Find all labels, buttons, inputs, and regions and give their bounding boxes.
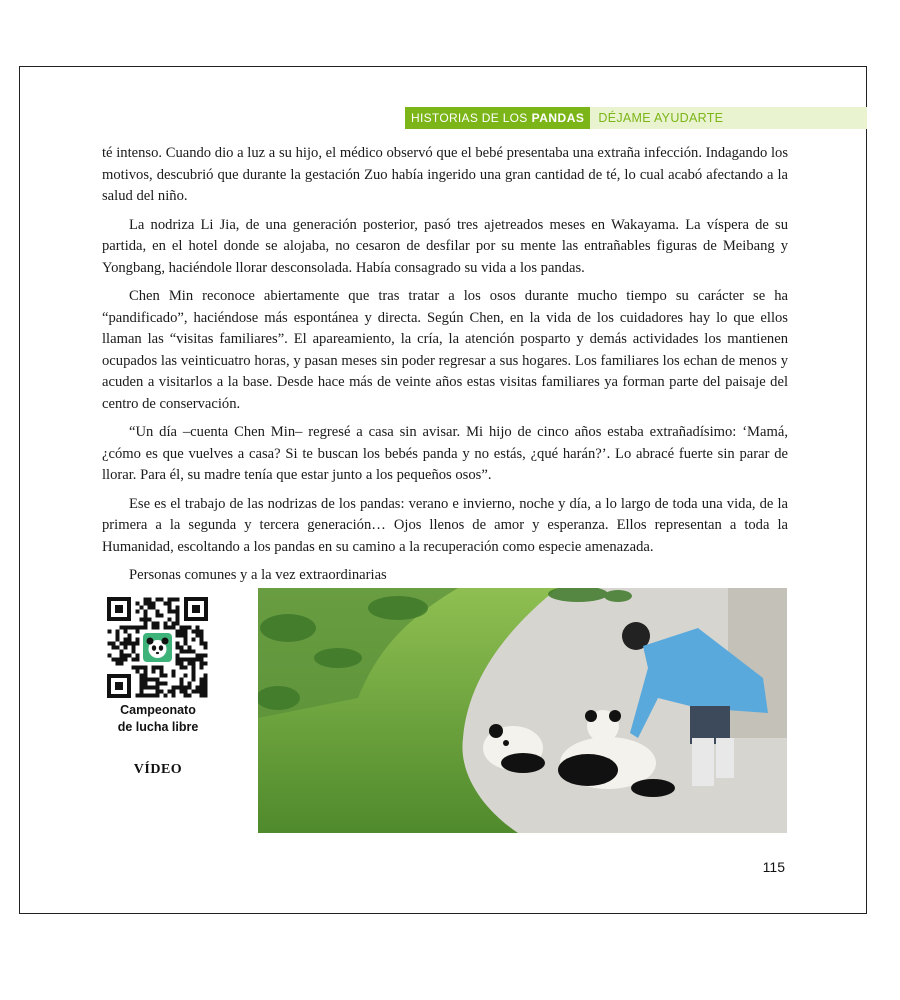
- qr-module: [144, 602, 148, 606]
- qr-module: [200, 638, 204, 642]
- qr-module: [136, 642, 140, 646]
- qr-module: [200, 654, 204, 658]
- qr-module: [124, 630, 128, 634]
- qr-module: [172, 686, 176, 690]
- qr-module: [152, 686, 156, 690]
- qr-module: [192, 638, 196, 642]
- qr-module: [120, 642, 124, 646]
- qr-module: [192, 666, 196, 670]
- qr-module: [176, 642, 180, 646]
- qr-module: [176, 618, 180, 622]
- paragraph: La nodriza Li Jia, de una generación posterior, pasó tres ajetreados meses en Wakayama. La víspera de su partida, en el hotel donde se alojaba, no cesaron de desfilar por su mente las entrañables figuras de Meibang y Yongbang, haciéndole llorar desconsolada. Había consagrado su vida a los pandas.: [102, 216, 788, 276]
- qr-module: [136, 630, 140, 634]
- qr-module: [120, 662, 124, 666]
- qr-module: [124, 638, 128, 642]
- qr-module: [156, 682, 160, 686]
- qr-module: [172, 598, 176, 602]
- qr-module: [176, 634, 180, 638]
- qr-module: [204, 694, 208, 698]
- qr-module: [156, 694, 160, 698]
- qr-module: [128, 634, 132, 638]
- paragraph: “Un día –cuenta Chen Min– regresé a casa sin avisar. Mi hijo de cinco años estaba extrañadísimo: ‘Mamá, ¿cómo es que vuelves a casa? Si te buscan los bebés panda y no estás, ¿qué harán?’. Lo abracé fuerte sin parar de llorar. Para él, su madre tenía que estar junto a los pequeños osos”.: [102, 424, 788, 483]
- qr-module: [132, 642, 136, 646]
- qr-module: [188, 682, 192, 686]
- qr-module: [172, 626, 176, 630]
- qr-module: [180, 634, 184, 638]
- qr-module: [184, 686, 188, 690]
- qr-module: [180, 678, 184, 682]
- qr-module: [136, 694, 140, 698]
- qr-module: [192, 662, 196, 666]
- qr-module: [156, 622, 160, 626]
- qr-module: [168, 598, 172, 602]
- qr-module: [180, 690, 184, 694]
- qr-module: [188, 626, 192, 630]
- qr-module: [144, 614, 148, 618]
- qr-module: [160, 682, 164, 686]
- qr-module: [176, 606, 180, 610]
- qr-module: [152, 606, 156, 610]
- qr-module: [168, 606, 172, 610]
- qr-module: [164, 622, 168, 626]
- qr-module: [156, 690, 160, 694]
- qr-module: [168, 626, 172, 630]
- qr-module: [188, 650, 192, 654]
- qr-module: [148, 618, 152, 622]
- qr-module: [196, 658, 200, 662]
- qr-module: [136, 602, 140, 606]
- qr-module: [116, 630, 120, 634]
- qr-module: [152, 670, 156, 674]
- panda-icon: [142, 632, 173, 663]
- qr-module: [112, 642, 116, 646]
- qr-module: [200, 678, 204, 682]
- qr-module: [160, 674, 164, 678]
- qr-module: [184, 630, 188, 634]
- qr-module: [124, 646, 128, 650]
- paragraph: Ese es el trabajo de las nodrizas de los pandas: verano e invierno, noche y día, a lo largo de toda una vida, de la primera a la segunda y tercera generación… Ojos llenos de amor y esperanza. Ellos representan a toda la Humanidad, escoltando a los pandas en su camino a la recuperación como especie amenazada.: [102, 495, 788, 555]
- qr-module: [180, 650, 184, 654]
- qr-module: [176, 658, 180, 662]
- qr-module: [196, 654, 200, 658]
- qr-module: [196, 690, 200, 694]
- qr-module: [140, 678, 144, 682]
- qr-module: [200, 682, 204, 686]
- qr-module: [144, 674, 148, 678]
- qr-module: [168, 618, 172, 622]
- body-text: [102, 143, 788, 594]
- qr-module: [136, 666, 140, 670]
- qr-module: [108, 630, 112, 634]
- qr-module: [128, 654, 132, 658]
- qr-module: [136, 670, 140, 674]
- qr-module: [192, 630, 196, 634]
- qr-module: [172, 610, 176, 614]
- qr-module: [196, 630, 200, 634]
- qr-module: [188, 646, 192, 650]
- qr-module: [160, 614, 164, 618]
- qr-module: [140, 618, 144, 622]
- qr-module: [116, 662, 120, 666]
- qr-module: [180, 626, 184, 630]
- qr-module: [116, 658, 120, 662]
- qr-module: [148, 598, 152, 602]
- qr-module: [192, 690, 196, 694]
- page-number: 115: [762, 859, 785, 875]
- qr-module: [144, 682, 148, 686]
- qr-module: [180, 662, 184, 666]
- qr-module: [112, 646, 116, 650]
- qr-module: [148, 606, 152, 610]
- qr-module: [176, 614, 180, 618]
- qr-module: [168, 602, 172, 606]
- qr-module: [140, 686, 144, 690]
- qr-module: [176, 654, 180, 658]
- qr-module: [192, 650, 196, 654]
- qr-module: [152, 694, 156, 698]
- qr-code[interactable]: [107, 597, 208, 698]
- qr-module: [200, 694, 204, 698]
- qr-module: [124, 642, 128, 646]
- running-header: [405, 107, 867, 129]
- qr-module: [140, 606, 144, 610]
- qr-module: [152, 602, 156, 606]
- qr-module: [144, 626, 148, 630]
- paragraph: Personas comunes y a la vez extraordinarias: [129, 567, 387, 583]
- qr-module: [152, 666, 156, 670]
- video-label: VÍDEO: [133, 762, 183, 777]
- qr-module: [144, 678, 148, 682]
- qr-module: [200, 642, 204, 646]
- qr-module: [184, 650, 188, 654]
- qr-module: [176, 630, 180, 634]
- qr-module: [172, 674, 176, 678]
- qr-module: [132, 666, 136, 670]
- qr-module: [152, 678, 156, 682]
- qr-module: [172, 694, 176, 698]
- qr-module: [176, 686, 180, 690]
- qr-module: [192, 670, 196, 674]
- qr-module: [204, 662, 208, 666]
- qr-module: [124, 658, 128, 662]
- qr-module: [144, 610, 148, 614]
- qr-module: [140, 666, 144, 670]
- qr-module: [128, 626, 132, 630]
- qr-module: [180, 686, 184, 690]
- qr-module: [200, 662, 204, 666]
- qr-module: [204, 642, 208, 646]
- qr-module: [204, 682, 208, 686]
- qr-module: [136, 626, 140, 630]
- qr-module: [188, 662, 192, 666]
- series-title: [405, 107, 590, 129]
- qr-module: [116, 646, 120, 650]
- qr-module: [176, 662, 180, 666]
- qr-module: [200, 630, 204, 634]
- paragraph: Chen Min reconoce abiertamente que tras tratar a los osos durante mucho tiempo su carácter se ha “pandificado”, haciéndose más espontánea y directa. Según Chen, en la vida de los cuidadores hay lo que ellos llaman las “visitas familiares”. El apareamiento, la cría, la atención posparto y demás actividades los mantienen ocupados las veinticuatro horas, y pasan meses sin poder regresar a sus hogares. Los familiares los echan de menos y acuden a visitarlos a la base. Desde hace más de veinte años estas visitas familiares ya forman parte del paisaje del centro de conservación.: [102, 288, 788, 412]
- qr-module: [120, 654, 124, 658]
- qr-module: [156, 598, 160, 602]
- qr-module: [180, 658, 184, 662]
- qr-module: [120, 626, 124, 630]
- qr-module: [144, 622, 148, 626]
- qr-module: [196, 634, 200, 638]
- qr-module: [116, 634, 120, 638]
- qr-module: [148, 694, 152, 698]
- qr-module: [140, 694, 144, 698]
- qr-module: [136, 610, 140, 614]
- qr-module: [188, 658, 192, 662]
- qr-module: [156, 686, 160, 690]
- qr-module: [136, 638, 140, 642]
- qr-module: [140, 690, 144, 694]
- qr-module: [136, 654, 140, 658]
- qr-module: [184, 674, 188, 678]
- qr-module: [172, 670, 176, 674]
- qr-module: [144, 666, 148, 670]
- qr-module: [164, 674, 168, 678]
- qr-module: [180, 682, 184, 686]
- qr-module: [124, 654, 128, 658]
- qr-module: [132, 626, 136, 630]
- qr-module: [176, 598, 180, 602]
- qr-module: [156, 678, 160, 682]
- qr-module: [184, 694, 188, 698]
- panda-keeper-photo: [258, 588, 787, 833]
- qr-module: [204, 678, 208, 682]
- qr-module: [108, 642, 112, 646]
- qr-module: [200, 658, 204, 662]
- qr-module: [176, 646, 180, 650]
- qr-module: [184, 634, 188, 638]
- qr-caption-line: Campeonato: [120, 703, 196, 717]
- qr-module: [172, 690, 176, 694]
- qr-module: [156, 610, 160, 614]
- qr-caption: [90, 702, 226, 736]
- qr-module: [204, 686, 208, 690]
- series-prefix: HISTORIAS DE LOS: [411, 111, 528, 125]
- paragraph: té intenso. Cuando dio a luz a su hijo, el médico observó que el bebé presentaba una extraña infección. Indagando los motivos, descubrió que durante la gestación Zuo había ingerido una gran cantidad de té, lo cual acabó afectando a la salud del niño.: [102, 145, 788, 204]
- qr-module: [152, 622, 156, 626]
- qr-module: [112, 658, 116, 662]
- qr-module: [148, 602, 152, 606]
- qr-module: [168, 610, 172, 614]
- qr-module: [180, 666, 184, 670]
- qr-module: [164, 602, 168, 606]
- qr-caption-line: de lucha libre: [117, 720, 199, 734]
- qr-module: [132, 658, 136, 662]
- qr-module: [144, 694, 148, 698]
- qr-module: [156, 666, 160, 670]
- qr-module: [200, 686, 204, 690]
- series-emphasis: PANDAS: [531, 111, 585, 125]
- qr-module: [140, 682, 144, 686]
- qr-module: [120, 658, 124, 662]
- qr-module: [132, 650, 136, 654]
- qr-module: [184, 642, 188, 646]
- qr-module: [128, 642, 132, 646]
- qr-module: [116, 638, 120, 642]
- qr-module: [200, 634, 204, 638]
- qr-module: [192, 678, 196, 682]
- qr-module: [164, 626, 168, 630]
- qr-module: [148, 686, 152, 690]
- qr-module: [128, 638, 132, 642]
- qr-module: [196, 686, 200, 690]
- qr-module: [144, 670, 148, 674]
- qr-module: [204, 674, 208, 678]
- qr-module: [140, 674, 144, 678]
- qr-module: [188, 694, 192, 698]
- qr-module: [176, 610, 180, 614]
- qr-module: [184, 690, 188, 694]
- qr-module: [164, 694, 168, 698]
- qr-module: [184, 666, 188, 670]
- qr-module: [144, 686, 148, 690]
- qr-module: [192, 658, 196, 662]
- qr-module: [160, 598, 164, 602]
- qr-module: [156, 626, 160, 630]
- qr-module: [144, 618, 148, 622]
- qr-module: [156, 614, 160, 618]
- qr-module: [152, 626, 156, 630]
- qr-module: [184, 638, 188, 642]
- qr-module: [164, 682, 168, 686]
- qr-module: [124, 626, 128, 630]
- qr-module: [176, 622, 180, 626]
- qr-module: [172, 622, 176, 626]
- qr-module: [192, 674, 196, 678]
- qr-module: [136, 658, 140, 662]
- qr-module: [204, 690, 208, 694]
- qr-module: [180, 630, 184, 634]
- qr-module: [120, 650, 124, 654]
- chapter-title: DÉJAME AYUDARTE: [598, 111, 724, 125]
- qr-module: [148, 678, 152, 682]
- qr-module: [144, 598, 148, 602]
- qr-module: [160, 670, 164, 674]
- qr-module: [184, 658, 188, 662]
- qr-module: [180, 646, 184, 650]
- qr-module: [204, 646, 208, 650]
- qr-module: [200, 690, 204, 694]
- qr-module: [140, 626, 144, 630]
- qr-module: [132, 646, 136, 650]
- qr-module: [160, 666, 164, 670]
- qr-module: [200, 666, 204, 670]
- qr-module: [196, 626, 200, 630]
- qr-module: [108, 654, 112, 658]
- qr-module: [168, 690, 172, 694]
- qr-module: [184, 626, 188, 630]
- qr-module: [160, 690, 164, 694]
- qr-module: [204, 654, 208, 658]
- qr-module: [188, 686, 192, 690]
